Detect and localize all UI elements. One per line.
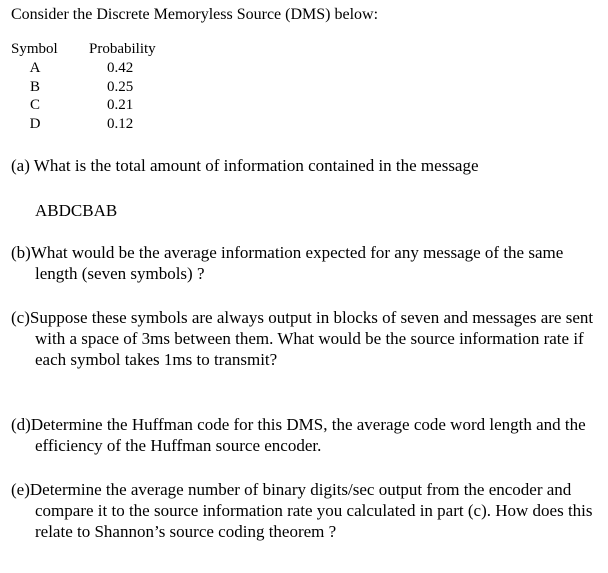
question-b: (b)What would be the average information expected for any message of the same length (seven symbols) ?	[11, 243, 564, 283]
probability-cell: 0.42	[107, 60, 134, 76]
probability-column-header: Probability	[89, 41, 156, 57]
symbol-cell: A	[29, 60, 41, 76]
symbol-column-header: Symbol	[11, 41, 58, 57]
symbol-cell: D	[29, 116, 41, 132]
question-a: (a) What is the total amount of information contained in the message	[11, 156, 479, 175]
message-sequence: ABDCBAB	[35, 201, 118, 220]
question-c: (c)Suppose these symbols are always output in blocks of seven and messages are sent with a space of 3ms between them. What would be the source information rate if each symbol takes 1ms to transmit?	[11, 308, 594, 369]
symbol-cell: C	[29, 97, 40, 113]
question-d: (d)Determine the Huffman code for this DMS, the average code word length and the efficiency of the Huffman source encoder.	[11, 415, 586, 455]
probability-cell: 0.21	[107, 97, 134, 113]
intro-text: Consider the Discrete Memoryless Source (DMS) below:	[11, 6, 379, 23]
question-e: (e)Determine the average number of binary digits/sec output from the encoder and compare it to the source information rate you calculated in part (c). How does this relate to Shannon’s source coding theorem ?	[11, 480, 593, 541]
probability-cell: 0.25	[107, 79, 134, 95]
symbol-cell: B	[29, 79, 40, 95]
probability-cell: 0.12	[107, 116, 134, 132]
